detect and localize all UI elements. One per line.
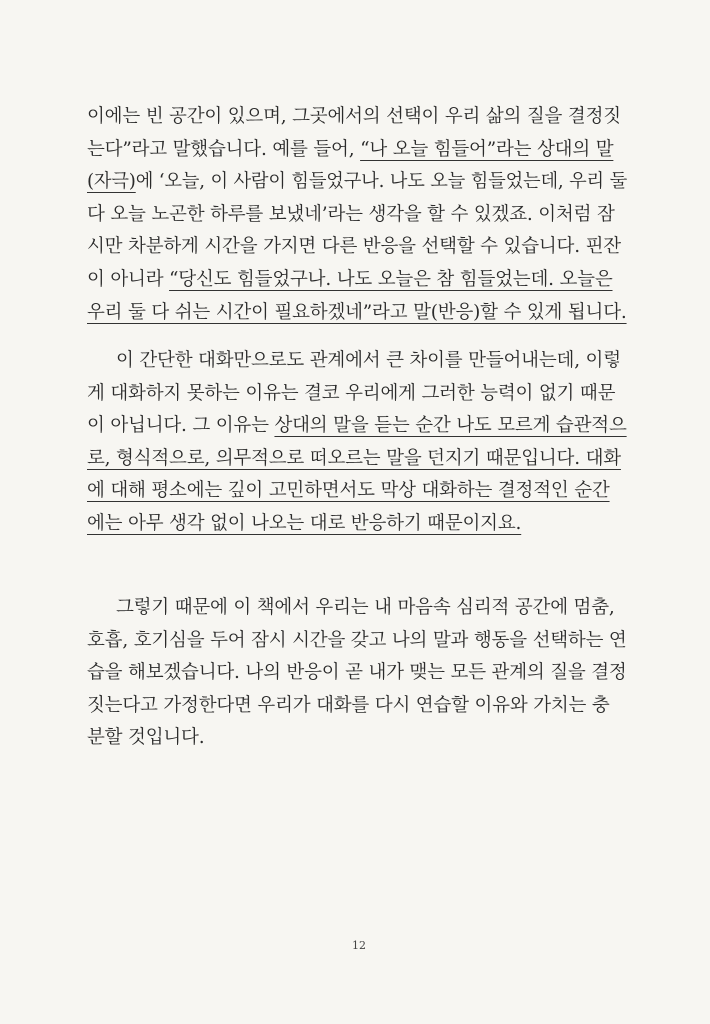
text-line	[87, 625, 627, 658]
paragraph-1	[87, 101, 627, 329]
text-run: 짓는다고 가정한다면 우리가 대화를 다시 연습할 이유와 가치는 충	[87, 694, 610, 716]
text-line	[87, 264, 627, 297]
underlined-text-run: 상대의 말을 듣는 순간 나도 모르게 습관적으	[274, 415, 627, 437]
text-line	[87, 722, 627, 755]
text-line	[87, 410, 627, 443]
text-line	[87, 690, 627, 723]
paragraph-2	[87, 345, 627, 541]
text-run: 시만 차분하게 시간을 가지면 다른 반응을 선택할 수 있습니다. 핀잔	[87, 236, 621, 258]
text-run: 에 ‘오늘, 이 사람이 힘들었구나. 나도 오늘 힘들었는데, 우리 둘	[135, 171, 628, 193]
text-run: 이 아니라	[87, 268, 170, 290]
text-line	[87, 475, 627, 508]
text-run: 는다”라고 말했습니다. 예를 들어,	[87, 138, 361, 160]
text-run: 이 간단한 대화만으로도 관계에서 큰 차이를 만들어내는데, 이렇	[116, 350, 621, 371]
text-line	[87, 657, 627, 690]
text-run: 이에는 빈 공간이 있으며, 그곳에서의 선택이 우리 삶의 질을 결정짓	[87, 106, 621, 127]
underlined-text-run: 우리 둘 다 쉬는 시간이 필요하겠네”라고 말(반응)할 수 있게 됩니다.	[87, 301, 627, 323]
text-run: 게 대화하지 못하는 이유는 결코 우리에게 그러한 능력이 없기 때문	[87, 382, 616, 404]
text-line	[87, 592, 627, 625]
text-line	[87, 508, 627, 541]
text-run: 이 아닙니다. 그 이유는	[87, 415, 275, 437]
text-run: 호흡, 호기심을 두어 잠시 시간을 갖고 나의 말과 행동을 선택하는 연	[87, 629, 627, 651]
underlined-text-run: 에 대해 평소에는 깊이 고민하면서도 막상 대화하는 결정적인 순간	[87, 480, 610, 502]
underlined-text-run: “나 오늘 힘들어”라는 상대의 말	[360, 138, 614, 160]
text-run: 분할 것입니다.	[87, 727, 205, 749]
text-line	[87, 443, 627, 476]
underlined-text-run: 로, 형식적으로, 의무적으로 떠오르는 말을 던지기 때문입니다. 대화	[87, 447, 621, 469]
text-line	[87, 297, 627, 330]
text-line	[87, 166, 628, 199]
text-line	[87, 199, 627, 232]
underlined-text-run: “당신도 힘들었구나. 나도 오늘은 참 힘들었는데. 오늘은	[169, 268, 613, 290]
text-run: 다 오늘 노곤한 하루를 보냈네’라는 생각을 할 수 있겠죠. 이처럼 잠	[87, 203, 615, 225]
text-line	[87, 134, 627, 167]
text-line	[87, 101, 627, 134]
page-number: 12	[352, 939, 366, 952]
text-run: 그렇기 때문에 이 책에서 우리는 내 마음속 심리적 공간에 멈춤,	[116, 597, 615, 618]
paragraph-3	[87, 592, 627, 755]
text-line	[87, 231, 627, 264]
text-line	[87, 378, 627, 411]
text-run: 습을 해보겠습니다. 나의 반응이 곧 내가 맺는 모든 관계의 질을 결정	[87, 662, 627, 684]
text-line	[87, 345, 627, 378]
underlined-text-run: (자극)	[87, 171, 136, 193]
underlined-text-run: 에는 아무 생각 없이 나오는 대로 반응하기 때문이지요.	[87, 512, 522, 534]
